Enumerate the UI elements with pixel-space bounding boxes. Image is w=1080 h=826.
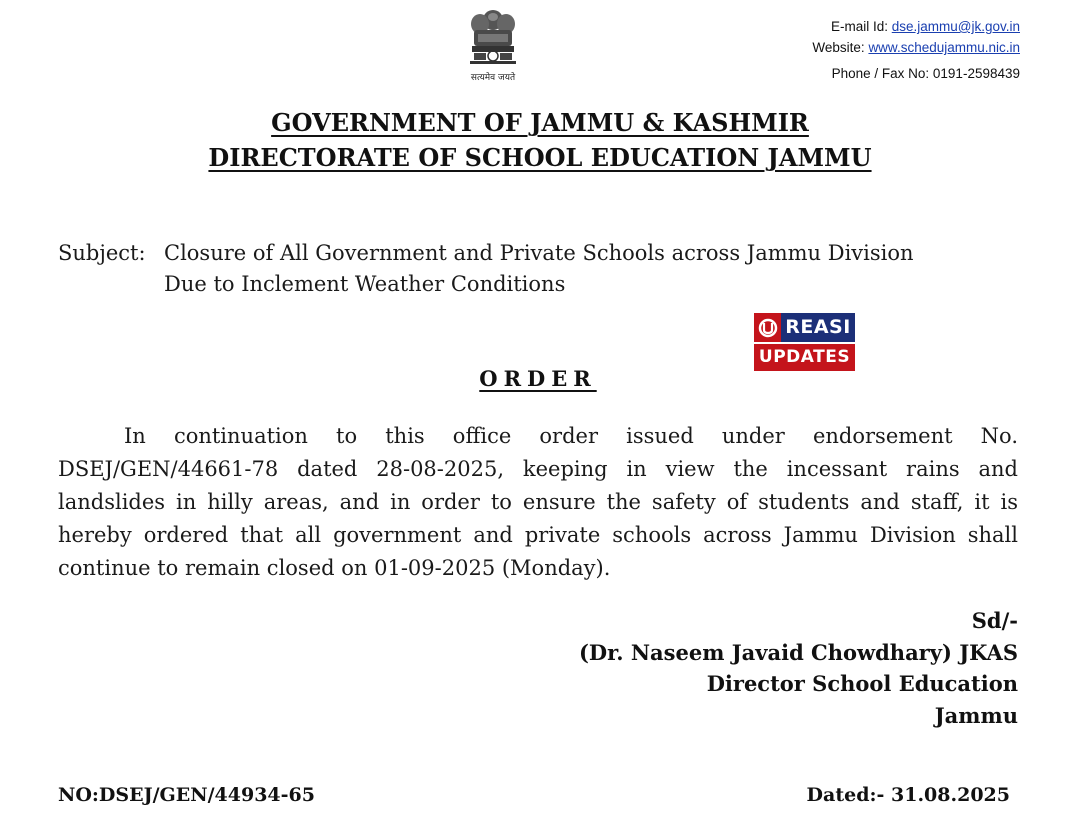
reasi-logo-icon [754,313,781,342]
directorate-title: DIRECTORATE OF SCHOOL EDUCATION JAMMU [208,143,872,172]
order-body: In continuation to this office order issued under endorsement No. DSEJ/GEN/44661-78 dated 28-08-2025, keeping in view the incessant rains and landslides in hilly areas, and in order to ensure the safety of students and staff, it is hereby ordered that all government and private schools across Jammu Division shall continue to remain closed on 01-09-2025 (Monday). [58,424,1018,580]
watermark-bottom-text: UPDATES [754,344,855,371]
national-emblem [452,6,534,86]
subject-label: Subject: [58,241,146,265]
government-title: GOVERNMENT OF JAMMU & KASHMIR [271,108,809,137]
subject-block [58,238,1038,300]
signatory-designation: Director School Education [706,671,1018,696]
phone-fax: Phone / Fax No: 0191-2598439 [831,66,1020,81]
order-date: Dated:- 31.08.2025 [806,784,1010,806]
website-label: Website: [812,40,865,55]
email-row [812,16,1020,37]
watermark-top-text: REASI [781,313,855,342]
contact-block [812,16,1020,84]
subject-line-2: Due to Inclement Weather Conditions [164,272,566,296]
subject-line-1: Subject: Closure of All Government and Private Schools across Jammu Division [58,238,1038,269]
website-link[interactable]: www.schedujammu.nic.in [868,40,1020,55]
email-label: E-mail Id: [830,19,888,34]
signatory-place: Jammu [934,702,1018,728]
emblem-motto: सत्यमेव जयते [470,73,516,83]
ashoka-emblem-icon [452,6,534,76]
signed-mark: Sd/- [971,608,1018,633]
email-link[interactable]: dse.jammu@jk.gov.in [891,19,1020,34]
reference-number: NO:DSEJ/GEN/44934-65 [58,784,315,806]
website-row [812,37,1020,58]
reasi-updates-watermark [754,313,855,371]
signature-block [579,605,1018,731]
signatory-name: (Dr. Naseem Javaid Chowdhary) JKAS [578,639,1018,665]
order-heading: ORDER [479,366,597,391]
